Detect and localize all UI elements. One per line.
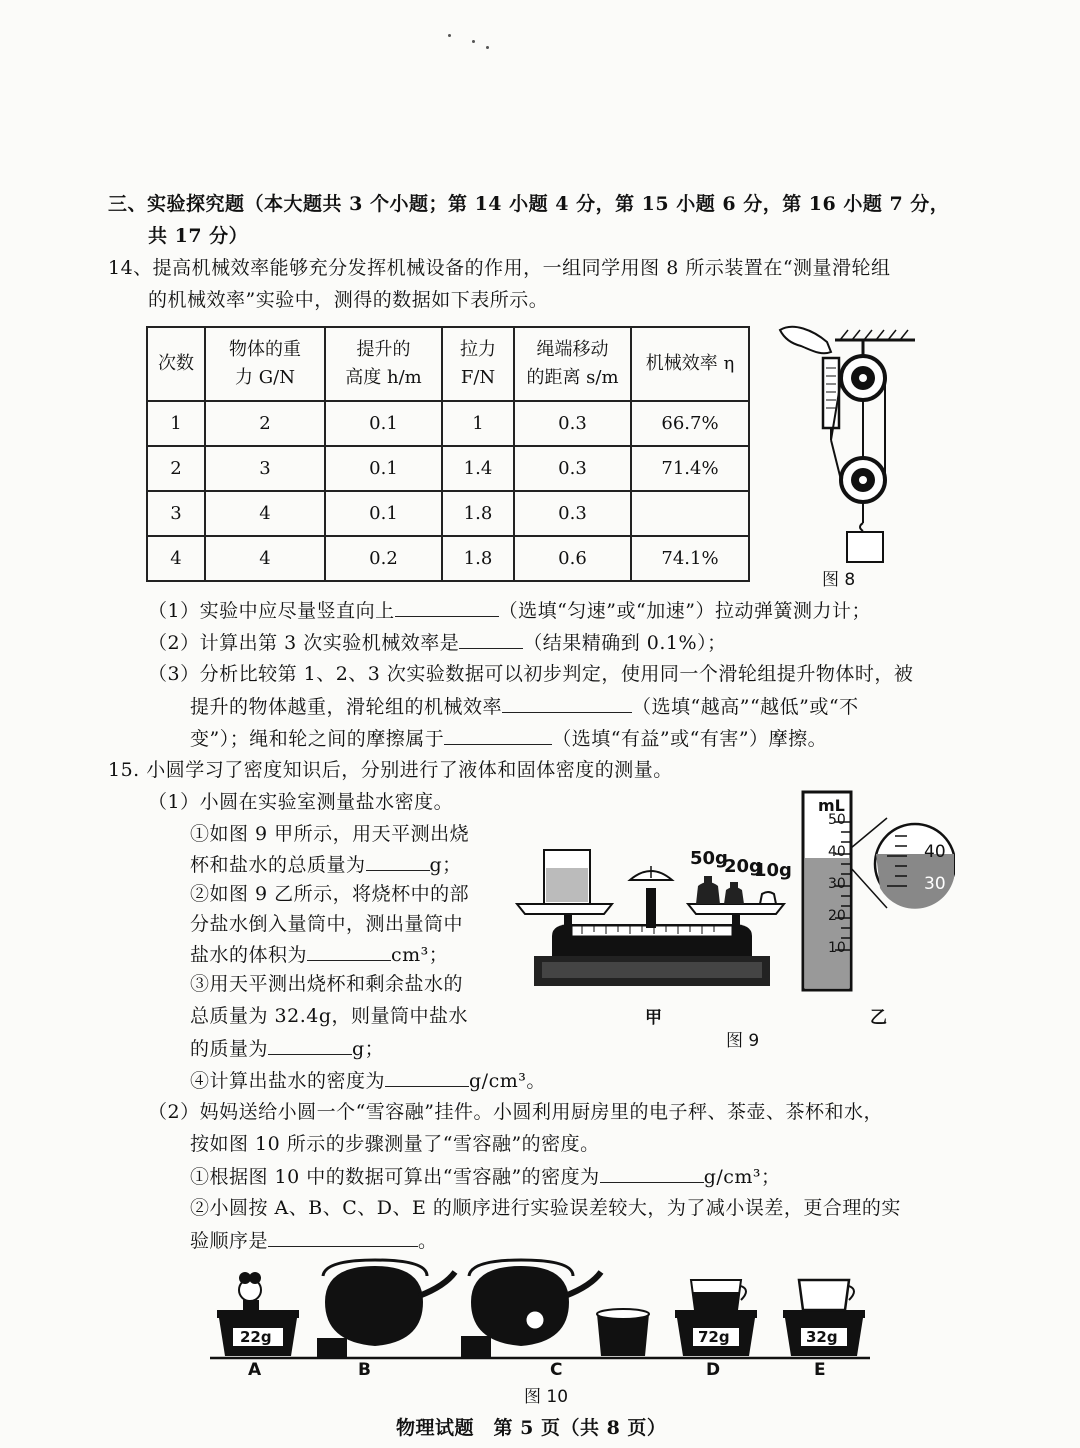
table-cell: 71.4% — [631, 446, 749, 491]
q15-step1-cont: 杯和盐水的总质量为 g； — [190, 850, 462, 879]
q15-step4: ④计算出盐水的密度为 g/cm³。 — [190, 1066, 546, 1095]
q14-sub3-cont2: 变”）；绳和轮之间的摩擦属于 （选填“有益”或“有害”）摩擦。 — [190, 724, 827, 753]
q14-intro-cont: 的机械效率”实验中，测得的数据如下表所示。 — [148, 289, 549, 311]
table-header: 机械效率 η — [631, 327, 749, 401]
table-cell: 3 — [205, 446, 325, 491]
table-cell: 1 — [147, 401, 205, 446]
cylinder-unit: mL — [818, 796, 845, 815]
table-cell: 3 — [147, 491, 205, 536]
q14-data-table — [146, 326, 750, 582]
answer-blank[interactable] — [502, 692, 632, 713]
q15-part2-step2: ②小圆按 A、B、C、D、E 的顺序进行实验误差较大，为了减小误差，更合理的实 — [190, 1197, 901, 1219]
cylinder-tick-label: 10 — [828, 940, 846, 956]
table-header: 物体的重 力 G/N — [205, 327, 325, 401]
q15-step3: ③用天平测出烧杯和剩余盐水的 — [190, 973, 464, 995]
figure-10-caption: 图 10 — [524, 1387, 569, 1407]
table-cell: 0.3 — [514, 446, 631, 491]
q15-part2: （2）妈妈送给小圆一个“雪容融”挂件。小圆利用厨房里的电子秤、茶壶、茶杯和水， — [148, 1101, 884, 1123]
answer-blank[interactable] — [307, 940, 391, 961]
table-cell: 4 — [147, 536, 205, 581]
answer-blank[interactable] — [385, 1066, 469, 1087]
table-cell: 4 — [205, 536, 325, 581]
q15-part2-step1: ①根据图 10 中的数据可算出“雪容融”的密度为 g/cm³； — [190, 1162, 781, 1191]
q15-part2-step2-cont: 验顺序是 。 — [190, 1226, 438, 1255]
cylinder-tick-label: 20 — [828, 908, 846, 924]
step-label-c: C — [550, 1360, 563, 1380]
table-row — [147, 491, 749, 536]
table-cell: 0.1 — [325, 491, 442, 536]
cylinder-tick-label: 50 — [828, 812, 846, 828]
figure-9-label-jia: 甲 — [645, 1008, 662, 1028]
table-cell: 0.1 — [325, 401, 442, 446]
answer-blank[interactable] — [395, 596, 499, 617]
q15-intro: 15. 小圆学习了密度知识后，分别进行了液体和固体密度的测量。 — [108, 759, 673, 781]
scan-speck — [486, 46, 489, 49]
figure-9-caption: 图 9 — [726, 1031, 760, 1051]
cylinder-tick-label: 40 — [828, 844, 846, 860]
scale-reading-d: 72g — [698, 1328, 730, 1346]
q15-part2-cont: 按如图 10 所示的步骤测量了“雪容融”的密度。 — [190, 1133, 600, 1155]
table-cell: 2 — [147, 446, 205, 491]
table-cell: 0.3 — [514, 491, 631, 536]
scale-reading-a: 22g — [240, 1328, 272, 1346]
step-label-a: A — [248, 1360, 262, 1380]
zoom-tick-label: 30 — [924, 874, 946, 894]
table-cell: 1.4 — [442, 446, 514, 491]
weight-label: 20g — [724, 856, 762, 877]
weight-label: 10g — [754, 860, 792, 881]
table-header: 次数 — [147, 327, 205, 401]
table-cell: 66.7% — [631, 401, 749, 446]
table-header: 绳端移动 的距离 s/m — [514, 327, 631, 401]
scan-speck — [472, 40, 475, 43]
q15-step1: ①如图 9 甲所示，用天平测出烧 — [190, 823, 470, 845]
table-cell: 4 — [205, 491, 325, 536]
table-row — [147, 446, 749, 491]
section-heading: 三、实验探究题（本大题共 3 个小题；第 14 小题 4 分，第 15 小题 6 分，第 16 小题 7 分， — [108, 193, 950, 215]
table-cell: 1 — [442, 401, 514, 446]
q15-step2: ②如图 9 乙所示，将烧杯中的部 — [190, 883, 470, 905]
table-row — [147, 536, 749, 581]
step-label-e: E — [814, 1360, 826, 1380]
scale-reading-e: 32g — [806, 1328, 838, 1346]
q14-sub3-cont: 提升的物体越重，滑轮组的机械效率 （选填“越高”“越低”或“不 — [190, 692, 859, 721]
cylinder-tick-label: 30 — [828, 876, 846, 892]
figure-8-caption: 图 8 — [822, 570, 856, 590]
answer-blank[interactable] — [600, 1162, 704, 1183]
table-row — [147, 401, 749, 446]
q14-intro: 14、提高机械效率能够充分发挥机械设备的作用，一组同学用图 8 所示装置在“测量滑轮组 — [108, 257, 891, 279]
table-cell: 0.3 — [514, 401, 631, 446]
q15-step3-cont: 总质量为 32.4g，则量筒中盐水 — [190, 1005, 469, 1027]
figure-10-steps — [205, 1256, 875, 1366]
answer-blank[interactable] — [444, 724, 552, 745]
q15-step2-cont2: 盐水的体积为 cm³； — [190, 940, 448, 969]
step-label-d: D — [706, 1360, 721, 1380]
table-header: 提升的 高度 h/m — [325, 327, 442, 401]
q14-sub2: （2）计算出第 3 次实验机械效率是 （结果精确到 0.1%）； — [148, 628, 727, 657]
table-cell: 0.1 — [325, 446, 442, 491]
q15-step2-cont: 分盐水倒入量筒中，测出量筒中 — [190, 913, 464, 935]
table-cell: 1.8 — [442, 491, 514, 536]
table-cell: 0.2 — [325, 536, 442, 581]
table-cell-answer-blank[interactable] — [631, 491, 749, 536]
weight-label: 50g — [690, 848, 728, 869]
answer-blank[interactable] — [459, 628, 523, 649]
scan-speck — [448, 34, 451, 37]
q15-part1-title: （1）小圆在实验室测量盐水密度。 — [148, 791, 454, 813]
step-label-b: B — [358, 1360, 371, 1380]
table-cell: 1.8 — [442, 536, 514, 581]
figure-9-label-yi: 乙 — [870, 1008, 887, 1028]
zoom-tick-label: 40 — [924, 842, 946, 862]
table-header-row — [147, 327, 749, 401]
table-cell: 2 — [205, 401, 325, 446]
answer-blank[interactable] — [268, 1034, 352, 1055]
page-footer: 物理试题 第 5 页（共 8 页） — [396, 1417, 667, 1439]
answer-blank[interactable] — [268, 1226, 418, 1247]
q14-sub3: （3）分析比较第 1、2、3 次实验数据可以初步判定，使用同一个滑轮组提升物体时，被 — [148, 663, 914, 685]
q14-sub1: （1）实验中应尽量竖直向上 （选填“匀速”或“加速”）拉动弹簧测力计； — [148, 596, 871, 625]
table-cell: 0.6 — [514, 536, 631, 581]
q15-step3-cont2: 的质量为 g； — [190, 1034, 384, 1063]
pulley-figure — [765, 318, 925, 568]
answer-blank[interactable] — [366, 850, 430, 871]
section-heading-cont: 共 17 分） — [148, 225, 249, 247]
table-cell: 74.1% — [631, 536, 749, 581]
table-header: 拉力 F/N — [442, 327, 514, 401]
